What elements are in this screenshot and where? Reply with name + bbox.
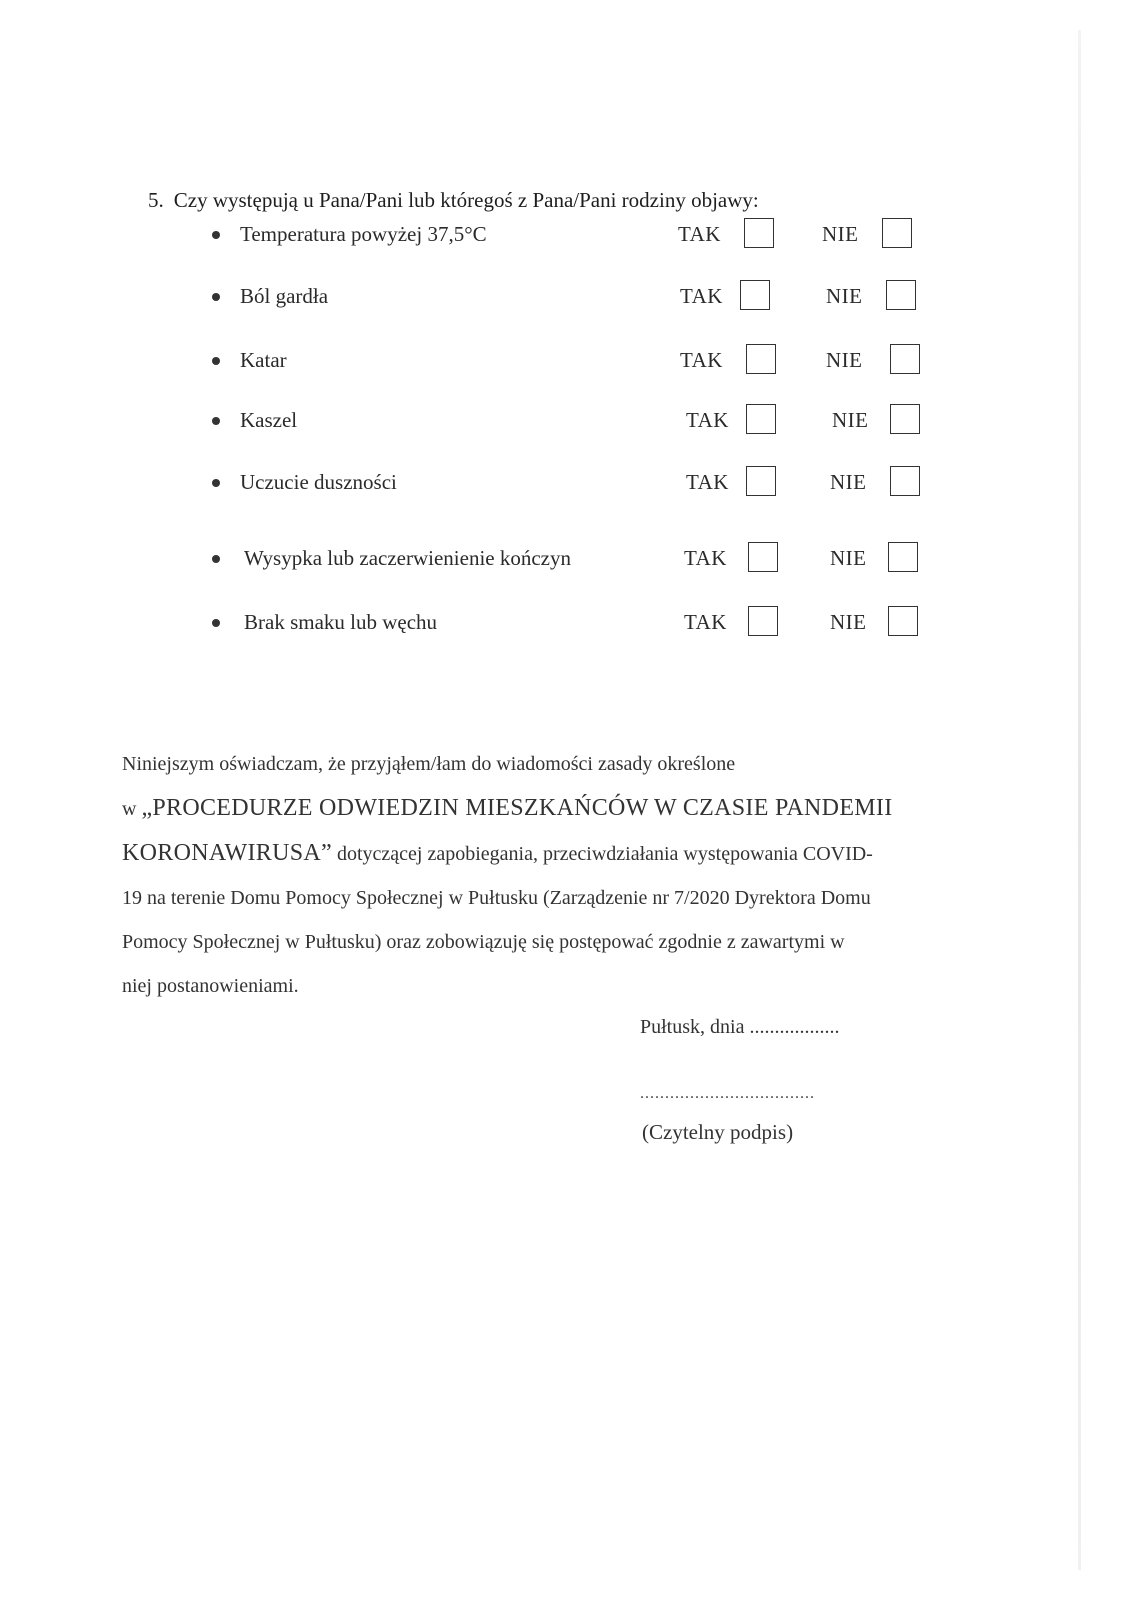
symptom-row-temperature: [0, 218, 1131, 252]
procedure-title-part-1: „PROCEDURZE ODWIEDZIN MIESZKAŃCÓW W CZASIE PANDEMII: [141, 795, 893, 821]
no-label: NIE: [830, 470, 867, 494]
no-label: NIE: [826, 284, 863, 308]
yes-label: TAK: [686, 408, 729, 432]
symptom-label: Brak smaku lub węchu: [244, 610, 438, 634]
declaration-line-1: Niniejszym oświadczam, że przyjąłem/łam do wiadomości zasady określone: [122, 753, 736, 775]
declaration-line-3-rest: dotyczącej zapobiegania, przeciwdziałania występowania COVID-: [331, 843, 873, 865]
symptom-row-shortness-of-breath: [0, 466, 1131, 500]
symptom-row-sore-throat: [0, 280, 1131, 314]
declaration-line-4: 19 na terenie Domu Pomocy Społecznej w Pułtusku (Zarządzenie nr 7/2020 Dyrektora Domu: [122, 887, 871, 909]
yes-checkbox[interactable]: [744, 218, 774, 248]
bullet-icon: [212, 555, 220, 563]
no-checkbox[interactable]: [890, 344, 920, 374]
yes-checkbox[interactable]: [748, 542, 778, 572]
yes-checkbox[interactable]: [746, 466, 776, 496]
no-checkbox[interactable]: [890, 466, 920, 496]
yes-checkbox[interactable]: [740, 280, 770, 310]
no-checkbox[interactable]: [888, 542, 918, 572]
symptom-label: Uczucie duszności: [240, 470, 397, 494]
symptom-row-loss-of-taste-smell: [0, 606, 1131, 640]
place-date-field[interactable]: Pułtusk, dnia ..................: [640, 1016, 840, 1038]
bullet-icon: [212, 293, 220, 301]
bullet-icon: [212, 231, 220, 239]
yes-label: TAK: [684, 610, 727, 634]
symptom-row-runny-nose: [0, 344, 1131, 378]
signature-label: (Czytelny podpis): [642, 1120, 794, 1144]
symptom-row-rash: [0, 542, 1131, 576]
page-edge-shadow: [1078, 30, 1081, 1570]
procedure-title-part-2: KORONAWIRUSA”: [122, 840, 332, 866]
question-text: Czy występują u Pana/Pani lub któregoś z Pana/Pani rodziny objawy:: [173, 188, 759, 212]
question-number: 5.: [148, 188, 164, 212]
bullet-icon: [212, 357, 220, 365]
symptom-label: Wysypka lub zaczerwienienie kończyn: [244, 546, 572, 570]
bullet-icon: [212, 619, 220, 627]
declaration-line-2: [122, 786, 952, 831]
yes-checkbox[interactable]: [748, 606, 778, 636]
no-checkbox[interactable]: [888, 606, 918, 636]
declaration-line-5: Pomocy Społecznej w Pułtusku) oraz zobowiązuję się postępować zgodnie z zawartymi w: [122, 931, 845, 953]
no-label: NIE: [826, 348, 863, 372]
yes-label: TAK: [678, 222, 721, 246]
yes-label: TAK: [680, 284, 723, 308]
bullet-icon: [212, 417, 220, 425]
declaration-line-6: niej postanowieniami.: [122, 975, 299, 997]
no-label: NIE: [830, 610, 867, 634]
declaration-line-3: [122, 831, 952, 876]
symptom-row-cough: [0, 404, 1131, 438]
no-checkbox[interactable]: [882, 218, 912, 248]
declaration-paragraph: [122, 742, 952, 1008]
symptom-label: Kaszel: [240, 408, 298, 432]
yes-checkbox[interactable]: [746, 344, 776, 374]
yes-label: TAK: [680, 348, 723, 372]
symptom-label: Katar: [240, 348, 287, 372]
question-5: [148, 188, 759, 213]
no-label: NIE: [832, 408, 869, 432]
no-checkbox[interactable]: [886, 280, 916, 310]
bullet-icon: [212, 479, 220, 487]
yes-label: TAK: [686, 470, 729, 494]
no-checkbox[interactable]: [890, 404, 920, 434]
declaration-line-2-prefix: w: [122, 798, 142, 820]
yes-checkbox[interactable]: [746, 404, 776, 434]
no-label: NIE: [830, 546, 867, 570]
symptom-label: Temperatura powyżej 37,5°C: [240, 222, 487, 246]
no-label: NIE: [822, 222, 859, 246]
symptom-label: Ból gardła: [240, 284, 329, 308]
yes-label: TAK: [684, 546, 727, 570]
signature-line[interactable]: ...................................: [640, 1085, 815, 1102]
